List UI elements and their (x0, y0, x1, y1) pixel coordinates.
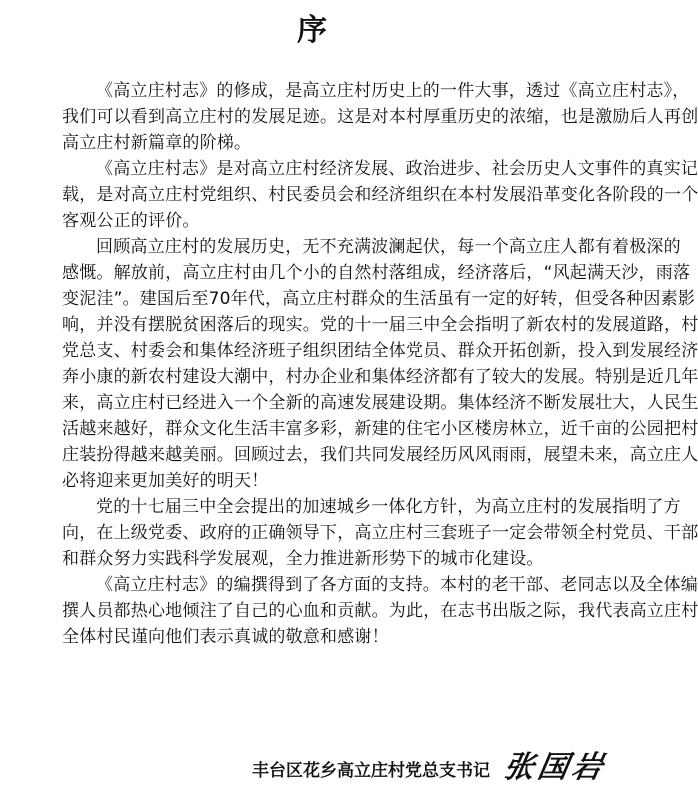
paragraph-line: 回顾高立庄村的发展历史，无不充满波澜起伏，每一个高立庄人都有着极深的 (96, 237, 681, 257)
paragraph-3 (62, 234, 698, 494)
paragraph-line: 客观公正的评价。 (62, 211, 200, 231)
paragraph-line: 和群众努力实践科学发展观，全力推进新形势下的城市化建设。 (62, 549, 544, 569)
signature-name: 张国岩 (501, 750, 610, 785)
paragraph-line: 感慨。解放前，高立庄村由几个小的自然村落组成，经济落后，“风起满天沙，雨落 (62, 263, 691, 283)
paragraph-line: 《高立庄村志》是对高立庄村经济发展、政治进步、社会历史人文事件的真实记 (96, 159, 698, 179)
paragraph-line: 活越来越好，群众文化生活丰富多彩，新建的住宅小区楼房林立，近千亩的公园把村 (62, 419, 698, 439)
signature-title: 丰台区花乡高立庄村党总支书记 (252, 760, 490, 781)
paragraph-4 (62, 494, 698, 572)
paragraph-1 (62, 78, 698, 156)
paragraph-line: 《高立庄村志》的编撰得到了各方面的支持。本村的老干部、老同志以及全体编 (96, 575, 698, 595)
paragraph-line: 变泥洼”。建国后至70年代，高立庄村群众的生活虽有一定的好转，但受各种因素影 (62, 289, 696, 309)
paragraph-line: 全体村民谨向他们表示真诚的敬意和感谢！ (62, 627, 389, 647)
paragraph-2 (62, 156, 698, 234)
paragraph-line: 高立庄村新篇章的阶梯。 (62, 133, 252, 153)
paragraph-line: 必将迎来更加美好的明天！ (62, 471, 269, 491)
page-title: 序 (297, 13, 329, 48)
paragraph-5 (62, 572, 698, 650)
paragraph-line: 向，在上级党委、政府的正确领导下，高立庄村三套班子一定会带领全村党员、干部 (62, 523, 698, 543)
paragraph-line: 我们可以看到高立庄村的发展足迹。这是对本村厚重历史的浓缩，也是激励后人再创 (62, 107, 698, 127)
preface-body (62, 78, 698, 650)
signature-block (252, 748, 610, 788)
paragraph-line: 撰人员都热心地倾注了自己的心血和贡献。为此，在志书出版之际，我代表高立庄村 (62, 601, 698, 621)
paragraph-line: 庄装扮得越来越美丽。回顾过去，我们共同发展经历风风雨雨，展望未来，高立庄人 (62, 445, 698, 465)
paragraph-line: 响，并没有摆脱贫困落后的现实。党的十一届三中全会指明了新农村的发展道路，村 (62, 315, 698, 335)
paragraph-line: 来，高立庄村已经进入一个全新的高速发展建设期。集体经济不断发展壮大，人民生 (62, 393, 698, 413)
paragraph-line: 奔小康的新农村建设大潮中，村办企业和集体经济都有了较大的发展。特别是近几年 (62, 367, 698, 387)
paragraph-line: 党总支、村委会和集体经济班子组织团结全体党员、群众开拓创新，投入到发展经济 (62, 341, 698, 361)
paragraph-line: 载，是对高立庄村党组织、村民委员会和经济组织在本村发展沿革变化各阶段的一个 (62, 185, 698, 205)
paragraph-line: 党的十七届三中全会提出的加速城乡一体化方针，为高立庄村的发展指明了方 (96, 497, 681, 517)
paragraph-line: 《高立庄村志》的修成，是高立庄村历史上的一件大事，透过《高立庄村志》， (96, 81, 690, 101)
